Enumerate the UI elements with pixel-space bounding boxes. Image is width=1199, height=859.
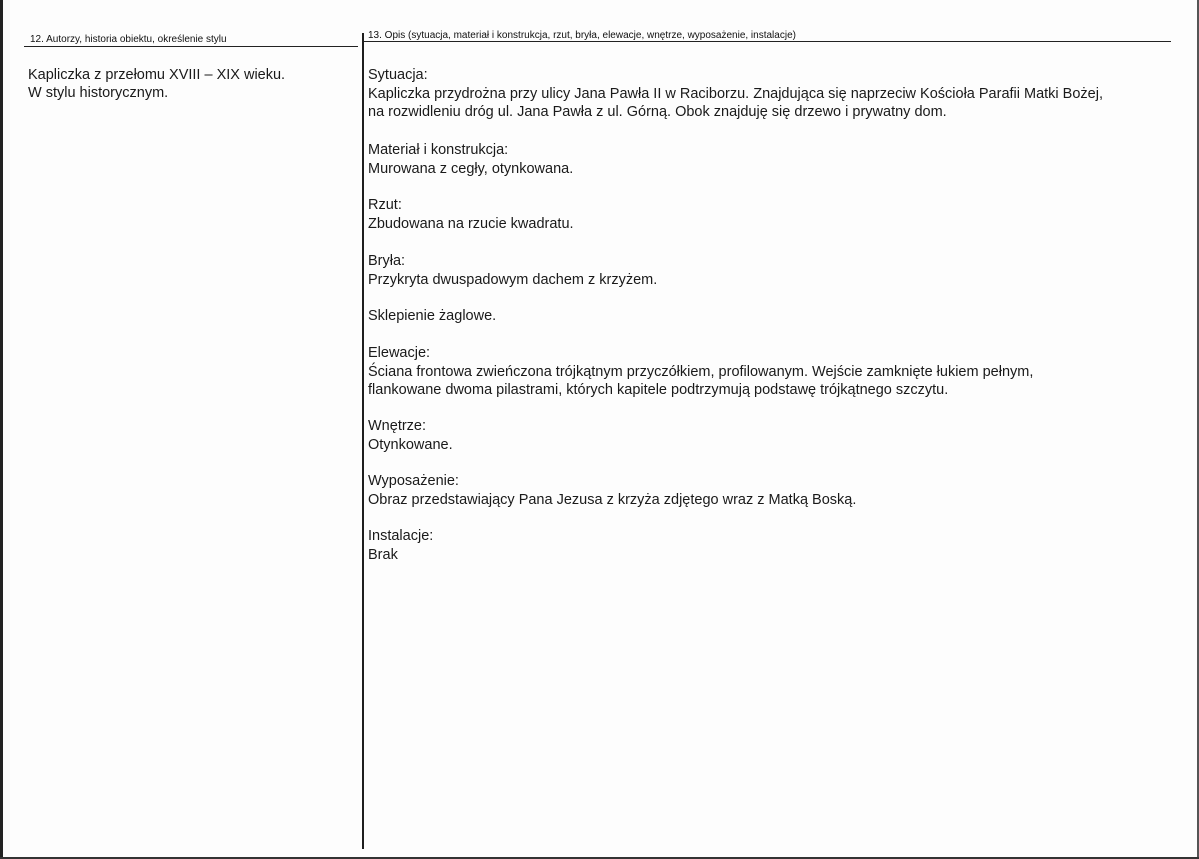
section-12-header-rule — [24, 46, 358, 47]
sytuacja-label: Sytuacja: — [368, 67, 428, 83]
authors-history-line-1: Kapliczka z przełomu XVIII – XIX wieku. — [28, 67, 286, 83]
section-12-header: 12. Autorzy, historia obiektu, określenie stylu — [30, 34, 227, 45]
sytuacja-line-1: Kapliczka przydrożna przy ulicy Jana Pawła II w Raciborzu. Znajdująca się naprzeciw Kościoła Parafii Matki Bożej, — [368, 85, 1103, 102]
instalacje-label: Instalacje: — [368, 528, 434, 544]
sklepienie-text: Sklepienie żaglowe. — [368, 308, 497, 324]
wnetrze-label: Wnętrze: — [368, 418, 427, 434]
elewacje-block — [368, 344, 1033, 400]
wyposazenie-label: Wyposażenie: — [368, 473, 459, 489]
wyposazenie-line-1: Obraz przedstawiający Pana Jezusa z krzyża zdjętego wraz z Matką Boską. — [368, 491, 857, 508]
material-label: Materiał i konstrukcja: — [368, 142, 509, 158]
wnetrze-line-1: Otynkowane. — [368, 436, 453, 453]
rzut-line-1: Zbudowana na rzucie kwadratu. — [368, 215, 574, 232]
scan-edge-left — [0, 0, 3, 859]
elewacje-line-2: flankowane dwoma pilastrami, których kapitele podtrzymują podstawę trójkątnego szczytu. — [368, 382, 949, 398]
column-divider — [362, 33, 364, 849]
material-line-1: Murowana z cegły, otynkowana. — [368, 160, 574, 177]
section-13-header-rule — [364, 41, 1171, 42]
wnetrze-block — [368, 417, 453, 454]
instalacje-block — [368, 527, 433, 564]
sytuacja-line-2: na rozwidleniu dróg ul. Jana Pawła z ul. Górną. Obok znajduję się drzewo i prywatny dom. — [368, 104, 947, 120]
sytuacja-block — [368, 66, 1103, 122]
bryla-label: Bryła: — [368, 253, 406, 269]
bryla-block — [368, 252, 657, 289]
instalacje-line-1: Brak — [368, 546, 398, 563]
authors-history-line-2: W stylu historycznym. — [28, 85, 169, 101]
material-block — [368, 141, 573, 178]
rzut-label: Rzut: — [368, 197, 402, 213]
section-12-content — [28, 66, 353, 102]
bryla-line-1: Przykryta dwuspadowym dachem z krzyżem. — [368, 271, 658, 288]
section-13-header: 13. Opis (sytuacja, materiał i konstrukcja, rzut, bryła, elewacje, wnętrze, wyposażenie, instalacje) — [368, 30, 796, 41]
rzut-block — [368, 196, 574, 233]
elewacje-line-1: Ściana frontowa zwieńczona trójkątnym przyczółkiem, profilowanym. Wejście zamknięte łukiem pełnym, — [368, 363, 1034, 380]
wyposazenie-block — [368, 472, 856, 509]
sklepienie-block — [368, 307, 496, 326]
elewacje-label: Elewacje: — [368, 345, 431, 361]
